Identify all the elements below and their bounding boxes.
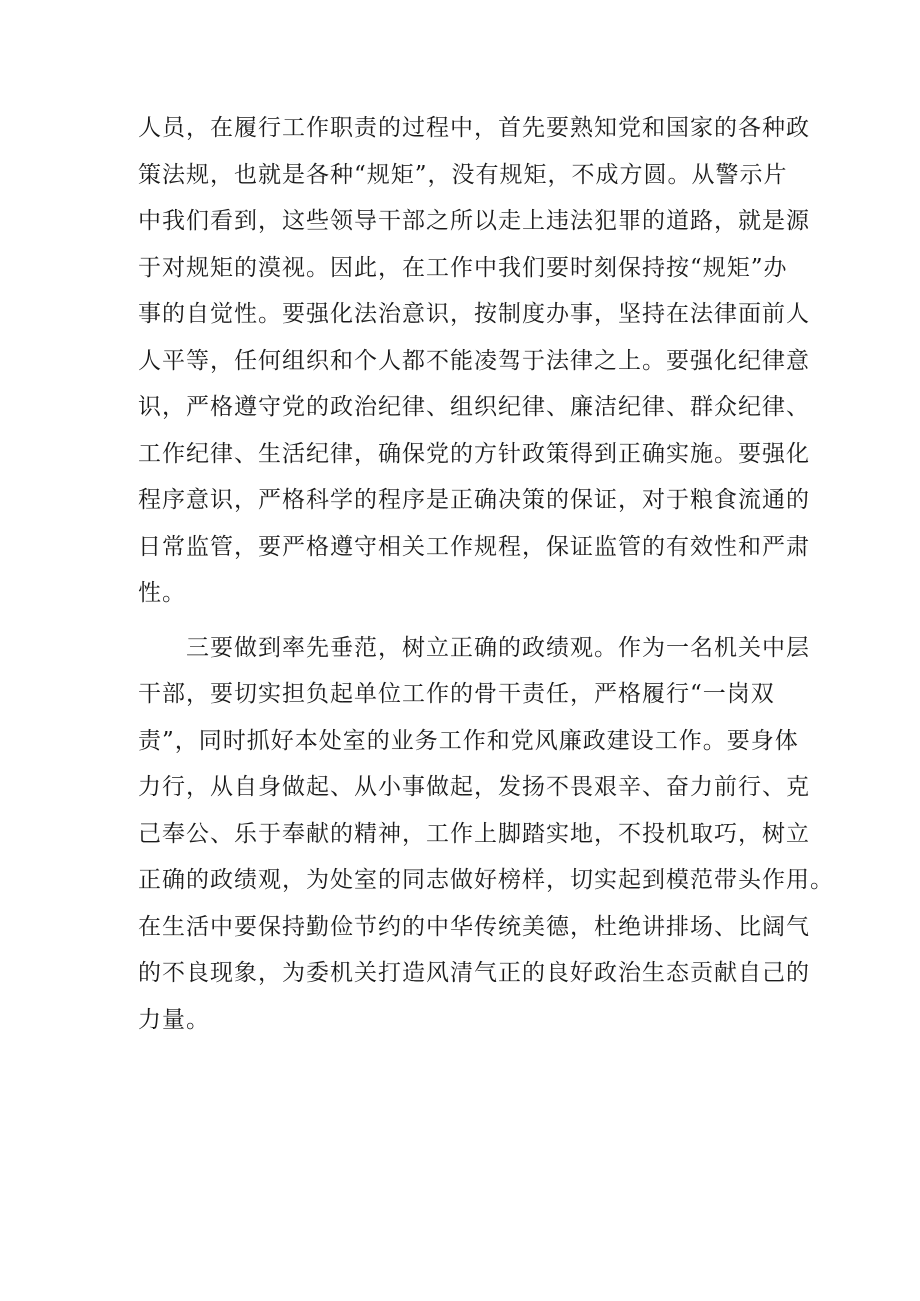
paragraph-line: 人平等，任何组织和个人都不能凌驾于法律之上。要强化纪律意 <box>138 347 810 374</box>
paragraph-line: 干部，要切实担负起单位工作的骨干责任，严格履行“一岗双 <box>138 681 775 707</box>
paragraph-1 <box>138 105 818 617</box>
paragraph-line: 正确的政绩观，为处室的同志做好榜样，切实起到模范带头作用。 <box>138 867 834 893</box>
paragraph-line: 中我们看到，这些领导干部之所以走上违法犯罪的道路，就是源 <box>138 208 810 234</box>
paragraph-line: 责”，同时抓好本处室的业务工作和党风廉政建设工作。要身体 <box>138 727 799 754</box>
paragraph-line: 的不良现象，为委机关打造风清气正的良好政治生态贡献自己的 <box>138 960 810 986</box>
paragraph-line: 性。 <box>138 580 186 606</box>
paragraph-line: 策法规，也就是各种“规矩”，没有规矩，不成方圆。从警示片 <box>138 161 788 188</box>
paragraph-line: 程序意识，严格科学的程序是正确决策的保证，对于粮食流通的 <box>138 487 810 513</box>
paragraph-line: 识，严格遵守党的政治纪律、组织纪律、廉洁纪律、群众纪律、 <box>138 394 810 420</box>
paragraph-line: 人员，在履行工作职责的过程中，首先要熟知党和国家的各种政 <box>138 115 810 141</box>
paragraph-line: 力量。 <box>138 1006 210 1033</box>
paragraph-line: 工作纪律、生活纪律，确保党的方针政策得到正确实施。要强化 <box>138 440 810 467</box>
paragraph-2 <box>138 625 834 1044</box>
paragraph-line: 在生活中要保持勤俭节约的中华传统美德，杜绝讲排场、比阔气 <box>138 913 810 940</box>
document-body <box>138 105 834 1043</box>
paragraph-line: 力行，从自身做起、从小事做起，发扬不畏艰辛、奋力前行、克 <box>138 774 810 800</box>
paragraph-line: 己奉公、乐于奉献的精神，工作上脚踏实地，不投机取巧，树立 <box>138 820 810 847</box>
paragraph-line: 事的自觉性。要强化法治意识，按制度办事，坚持在法律面前人 <box>138 301 810 327</box>
paragraph-spacer <box>138 617 818 625</box>
paragraph-line: 于对规矩的漠视。因此，在工作中我们要时刻保持按“规矩”办 <box>138 254 788 281</box>
paragraph-line: 日常监管，要严格遵守相关工作规程，保证监管的有效性和严肃 <box>138 533 810 560</box>
paragraph-line: 三要做到率先垂范，树立正确的政绩观。作为一名机关中层 <box>138 634 810 661</box>
